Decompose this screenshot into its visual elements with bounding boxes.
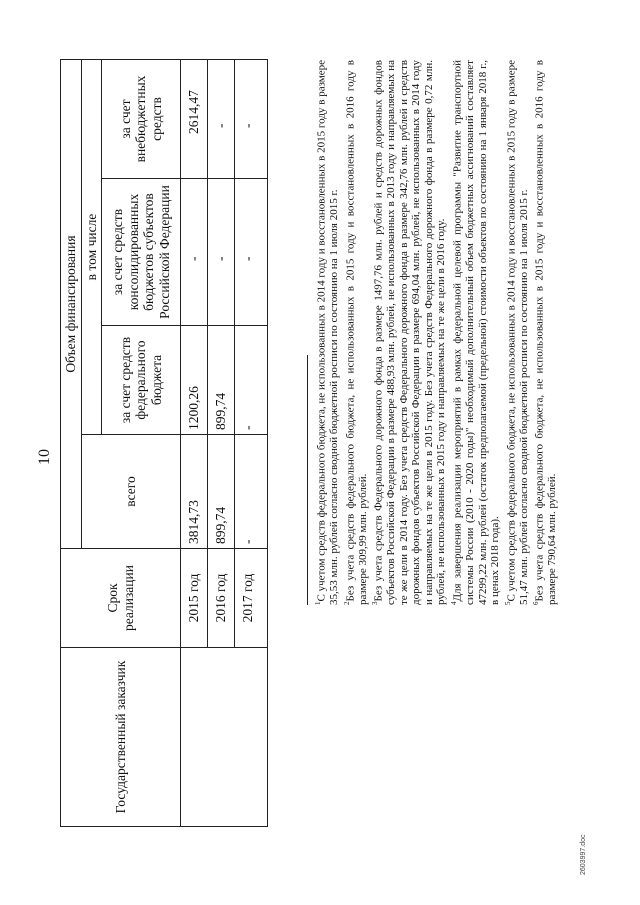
footnote-4 — [448, 60, 502, 605]
footnote-text: Без учета средств федерального бюджета, не использованных в 2015 году и восстановленных в 2016 году в размере 309,99 млн. рублей. — [344, 60, 369, 605]
regional-cell: - — [235, 179, 268, 326]
header-volume: Объем финансирования — [61, 60, 82, 549]
footnote-divider — [307, 355, 308, 605]
total-cell: - — [235, 435, 268, 549]
total-cell: 899,74 — [208, 435, 235, 549]
extra-cell: - — [208, 60, 235, 179]
footnote-6 — [530, 60, 559, 605]
footnote-text: Без учета средств федерального бюджета, не использованных в 2015 году и восстановленных в 2016 году в размере 790,64 млн. рублей. — [533, 60, 559, 605]
footnote-text: С учетом средств федерального бюджета, не использованных в 2014 году и восстановленных в 2015 году в размере 51,47 млн. рублей согласно сводной бюджетной росписи по состоянию на 1 июля 2015 г. — [505, 60, 530, 605]
footnotes — [312, 60, 559, 605]
footnote-text: Для завершения реализации мероприятий в рамках федеральной целевой программы "Развитие транспортной системы России (2010 - 2020 годы)" необходимый дополнительный объем бюджетных ассигнований составляет 47299,22 млн. рублей (остаток предполагаемой (предельной) стоимости объектов по состоянию на 1 января 2018 г., в ценах 2018 года). — [451, 60, 502, 605]
header-total: всего — [81, 435, 181, 549]
footnote-mark: 5 — [503, 601, 512, 605]
footnote-3 — [369, 60, 448, 605]
file-code: 2603997.doc — [580, 834, 587, 875]
footnote-mark: 2 — [342, 601, 351, 605]
header-regional: за счет средств консолидированных бюджетов субъектов Российской Федерации — [102, 179, 181, 326]
federal-cell: 1200,26 — [181, 326, 208, 435]
financing-table — [60, 59, 268, 827]
footnote-mark: 4 — [449, 601, 458, 605]
year-cell: 2017 год — [235, 549, 268, 648]
footnote-mark: 3 — [371, 601, 380, 605]
header-federal: за счет средств федерального бюджета — [102, 326, 181, 435]
table-row — [181, 60, 208, 827]
regional-cell: - — [181, 179, 208, 326]
header-extrabudget: за счет внебюджетных средств — [102, 60, 181, 179]
page-number: 10 — [36, 449, 53, 465]
regional-cell: - — [208, 179, 235, 326]
federal-cell: 899,74 — [208, 326, 235, 435]
footnote-1 — [312, 60, 341, 605]
customer-cell — [181, 648, 268, 827]
year-cell: 2015 год — [181, 549, 208, 648]
extra-cell: 2614,47 — [181, 60, 208, 179]
footnote-text: Без учета средств Федерального дорожного фонда в размере 1497,76 млн. рублей и средств дорожных фондов субъектов Российской Федерации в размере 488,93 млн. рублей, не использованных в 2013 году и направляемых на те же цели в 2014 году. Без учета средств Федерального дорожного фонда в размере 342,76 млн. рублей и средств дорожных фондов субъектов Российской Федерации в размере 694,04 млн. рублей, не использованных в 2014 году и направляемых на те же цели в 2015 году. Без учета средств Федерального дорожного фонда в размере 0,72 млн. рублей, не использованных в 2015 году и направляемых на те же цели в 2016 году. — [372, 60, 448, 605]
extra-cell: - — [235, 60, 268, 179]
footnote-5 — [502, 60, 531, 605]
footnote-text: С учетом средств федерального бюджета, не использованных в 2014 году и восстановленных в 2015 году в размере 35,53 млн. рублей согласно сводной бюджетной росписи по состоянию на 1 июля 2015 г. — [315, 60, 341, 605]
footnote-mark: 6 — [532, 601, 541, 605]
footnote-2 — [341, 60, 370, 605]
header-period: Срок реализации — [61, 549, 181, 648]
year-cell: 2016 год — [208, 549, 235, 648]
header-including: в том числе — [81, 60, 102, 435]
total-cell: 3814,73 — [181, 435, 208, 549]
federal-cell: - — [235, 326, 268, 435]
header-customer: Государственный заказчик — [61, 648, 181, 827]
footnote-mark: 1 — [314, 601, 322, 605]
